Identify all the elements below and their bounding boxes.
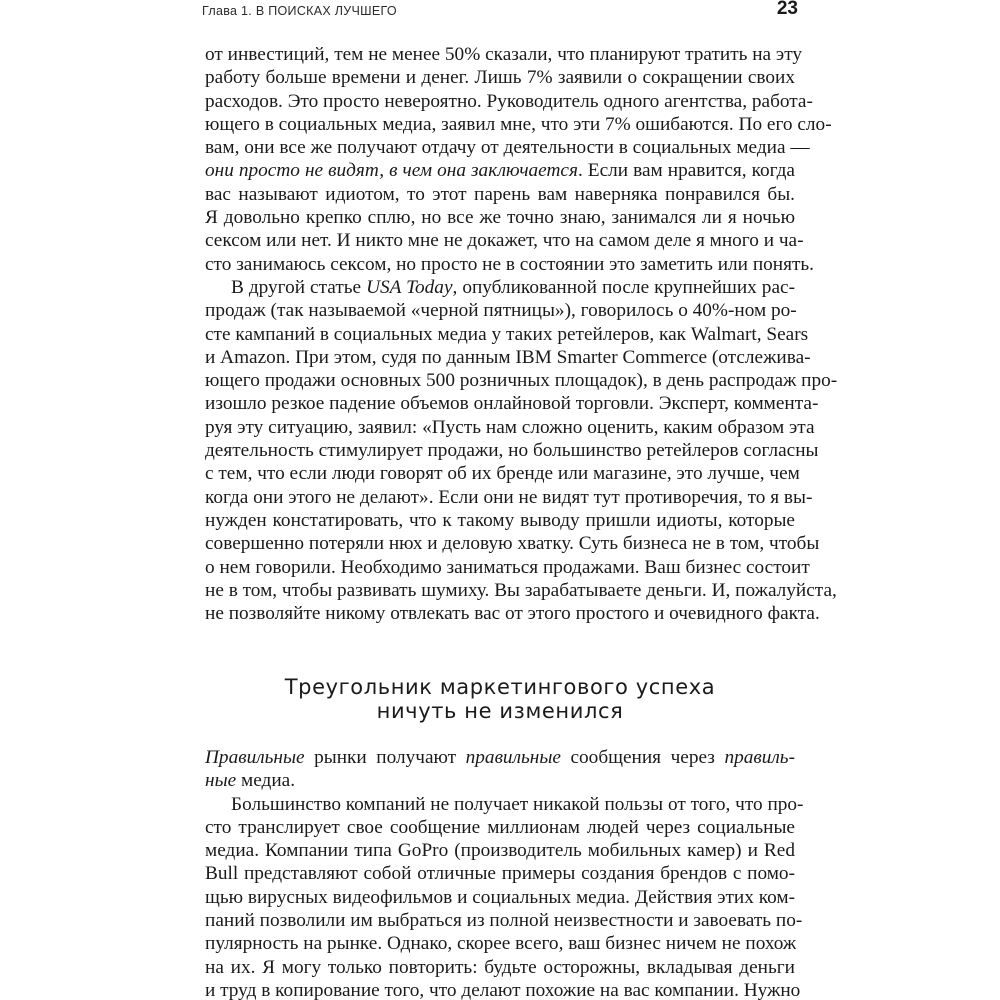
text-run: ющего в социальных медиа, заявил мне, что эти 7% ошибаются. По его сло- — [205, 113, 832, 135]
body-text-top — [205, 43, 838, 625]
text-line — [205, 90, 813, 113]
text-line — [205, 43, 803, 66]
text-line — [205, 369, 838, 392]
text-line — [205, 532, 820, 555]
text-line — [205, 276, 795, 299]
body-text-bottom — [205, 746, 804, 1000]
text-line — [205, 886, 795, 909]
text-run: расходов. Это просто невероятно. Руководитель одного агентства, работа- — [205, 90, 813, 112]
text-run: нужден констатировать, что к такому выводу пришли идиоты, которые — [205, 509, 795, 531]
text-line — [205, 299, 795, 322]
text-run: когда они этого не делают». Если они не видят тут противоречия, то я вы- — [205, 486, 813, 508]
text-run: работу больше времени и денег. Лишь 7% заявили о сокращении своих — [205, 67, 795, 89]
text-line — [205, 746, 795, 769]
text-line — [205, 839, 795, 862]
text-run: сообщения через — [560, 747, 725, 768]
text-line — [205, 862, 795, 885]
text-run: сто занимаюсь сексом, но просто не в состоянии это заметить или понять. — [205, 253, 815, 275]
text-line — [205, 579, 837, 602]
text-line — [205, 509, 795, 532]
page-number: 23 — [776, 0, 798, 19]
text-run: и труд в копирование того, что делают похожие на вас компании. Нужно — [205, 979, 801, 1000]
text-line — [205, 66, 795, 89]
text-run: медиа. — [236, 770, 296, 792]
text-line — [205, 136, 810, 159]
text-run: ющего продажи основных 500 розничных площадок), в день распродаж про- — [205, 370, 838, 392]
text-run: , опубликованной после крупнейших рас- — [452, 276, 795, 298]
text-line — [205, 932, 795, 955]
text-line — [205, 346, 811, 369]
text-run: вас называют идиотом, то этот парень вам наверняка понравился бы. — [205, 183, 795, 205]
text-run: на их. Я могу только повторить: будьте осторожны, вкладывая деньги — [205, 956, 795, 978]
text-run: сто транслирует свое сообщение миллионам людей через социальные — [205, 816, 795, 838]
text-run: и Amazon. При этом, судя по данным IBM Smarter Commerce (отслежива- — [205, 346, 811, 368]
text-line — [205, 253, 815, 276]
text-run: руя эту ситуацию, заявил: «Пусть нам сложно оценить, каким образом эта — [205, 416, 815, 438]
text-line — [205, 439, 819, 462]
text-line — [205, 416, 815, 439]
text-line — [205, 462, 800, 485]
chapter-title: Глава 1. В ПОИСКАХ ЛУЧШЕГО — [202, 4, 397, 18]
text-run: о нем говорили. Необходимо заниматься продажами. Ваш бизнес состоит — [205, 556, 810, 578]
text-line — [205, 793, 804, 816]
text-run: Bull представляют собой отличные примеры создания брендов с помо- — [205, 863, 795, 885]
italic-text: USA Today — [366, 276, 453, 298]
text-line — [205, 229, 804, 252]
text-run: Большинство компаний не получает никакой пользы от того, что про- — [231, 793, 804, 815]
running-header — [202, 0, 798, 24]
text-run: вам, они все же получают отдачу от деятельности в социальных медиа — — [205, 137, 810, 159]
text-line — [205, 909, 803, 932]
text-run: деятельность стимулирует продажи, но большинство ретейлеров согласны — [205, 440, 819, 462]
text-run: продаж (так называемой «черной пятницы»), говорилось о 40%-ном ро- — [205, 300, 797, 322]
text-run: Я довольно крепко сплю, но все же точно знаю, занимался ли я ночью — [205, 207, 795, 229]
text-line — [205, 113, 832, 136]
text-line — [205, 323, 809, 346]
text-line — [205, 816, 795, 839]
text-run: паний позволили им выбраться из полной неизвестности и завоевать по- — [205, 910, 803, 932]
text-run: не в том, чтобы развивать шумиху. Вы зарабатываете деньги. И, пожалуйста, — [205, 579, 837, 601]
text-run: рынки получают — [304, 747, 466, 768]
italic-text: правиль- — [724, 747, 795, 768]
text-line — [205, 206, 795, 229]
text-run: медиа. Компании типа GoPro (производитель мобильных камер) и Red — [205, 840, 795, 862]
italic-text: правильные — [465, 747, 561, 768]
text-run: с тем, что если люди говорят об их бренде или магазине, это лучше, чем — [205, 463, 800, 485]
text-run: сте кампаний в социальных медиа у таких ретейлеров, как Walmart, Sears — [205, 323, 809, 345]
italic-text: Правильные — [205, 747, 305, 768]
text-line — [205, 769, 795, 792]
text-run: щью вирусных видеофильмов и социальных медиа. Действия этих ком- — [205, 886, 795, 908]
text-run: сексом или нет. И никто мне не докажет, что на самом деле я много и ча- — [205, 230, 804, 252]
text-line — [205, 392, 819, 415]
text-run: от инвестиций, тем не менее 50% сказали, что планируют тратить на эту — [205, 44, 803, 65]
text-run: . Если вам нравится, когда — [577, 160, 795, 182]
section-heading-line-2: ничуть не изменился — [376, 699, 624, 723]
text-run: пулярность на рынке. Однако, скорее всего, ваш бизнес ничем не похож — [205, 933, 797, 955]
italic-text: они просто не видят, в чем она заключается — [205, 160, 578, 182]
text-line — [205, 602, 820, 625]
text-line — [205, 556, 810, 579]
text-run: изошло резкое падение объемов онлайновой торговли. Эксперт, коммента- — [205, 393, 819, 415]
text-run: В другой статье — [231, 276, 367, 298]
section-heading-line-1: Треугольник маркетингового успеха — [284, 675, 716, 699]
text-line — [205, 956, 795, 979]
text-line — [205, 979, 801, 1000]
text-line — [205, 486, 813, 509]
text-line — [205, 159, 795, 182]
italic-text: ные — [205, 770, 237, 792]
text-run: совершенно потеряли нюх и деловую хватку. Суть бизнеса не в том, чтобы — [205, 533, 820, 555]
section-heading — [205, 675, 795, 723]
text-run: не позволяйте никому отвлекать вас от этого простого и очевидного факта. — [205, 603, 820, 625]
text-line — [205, 183, 795, 206]
